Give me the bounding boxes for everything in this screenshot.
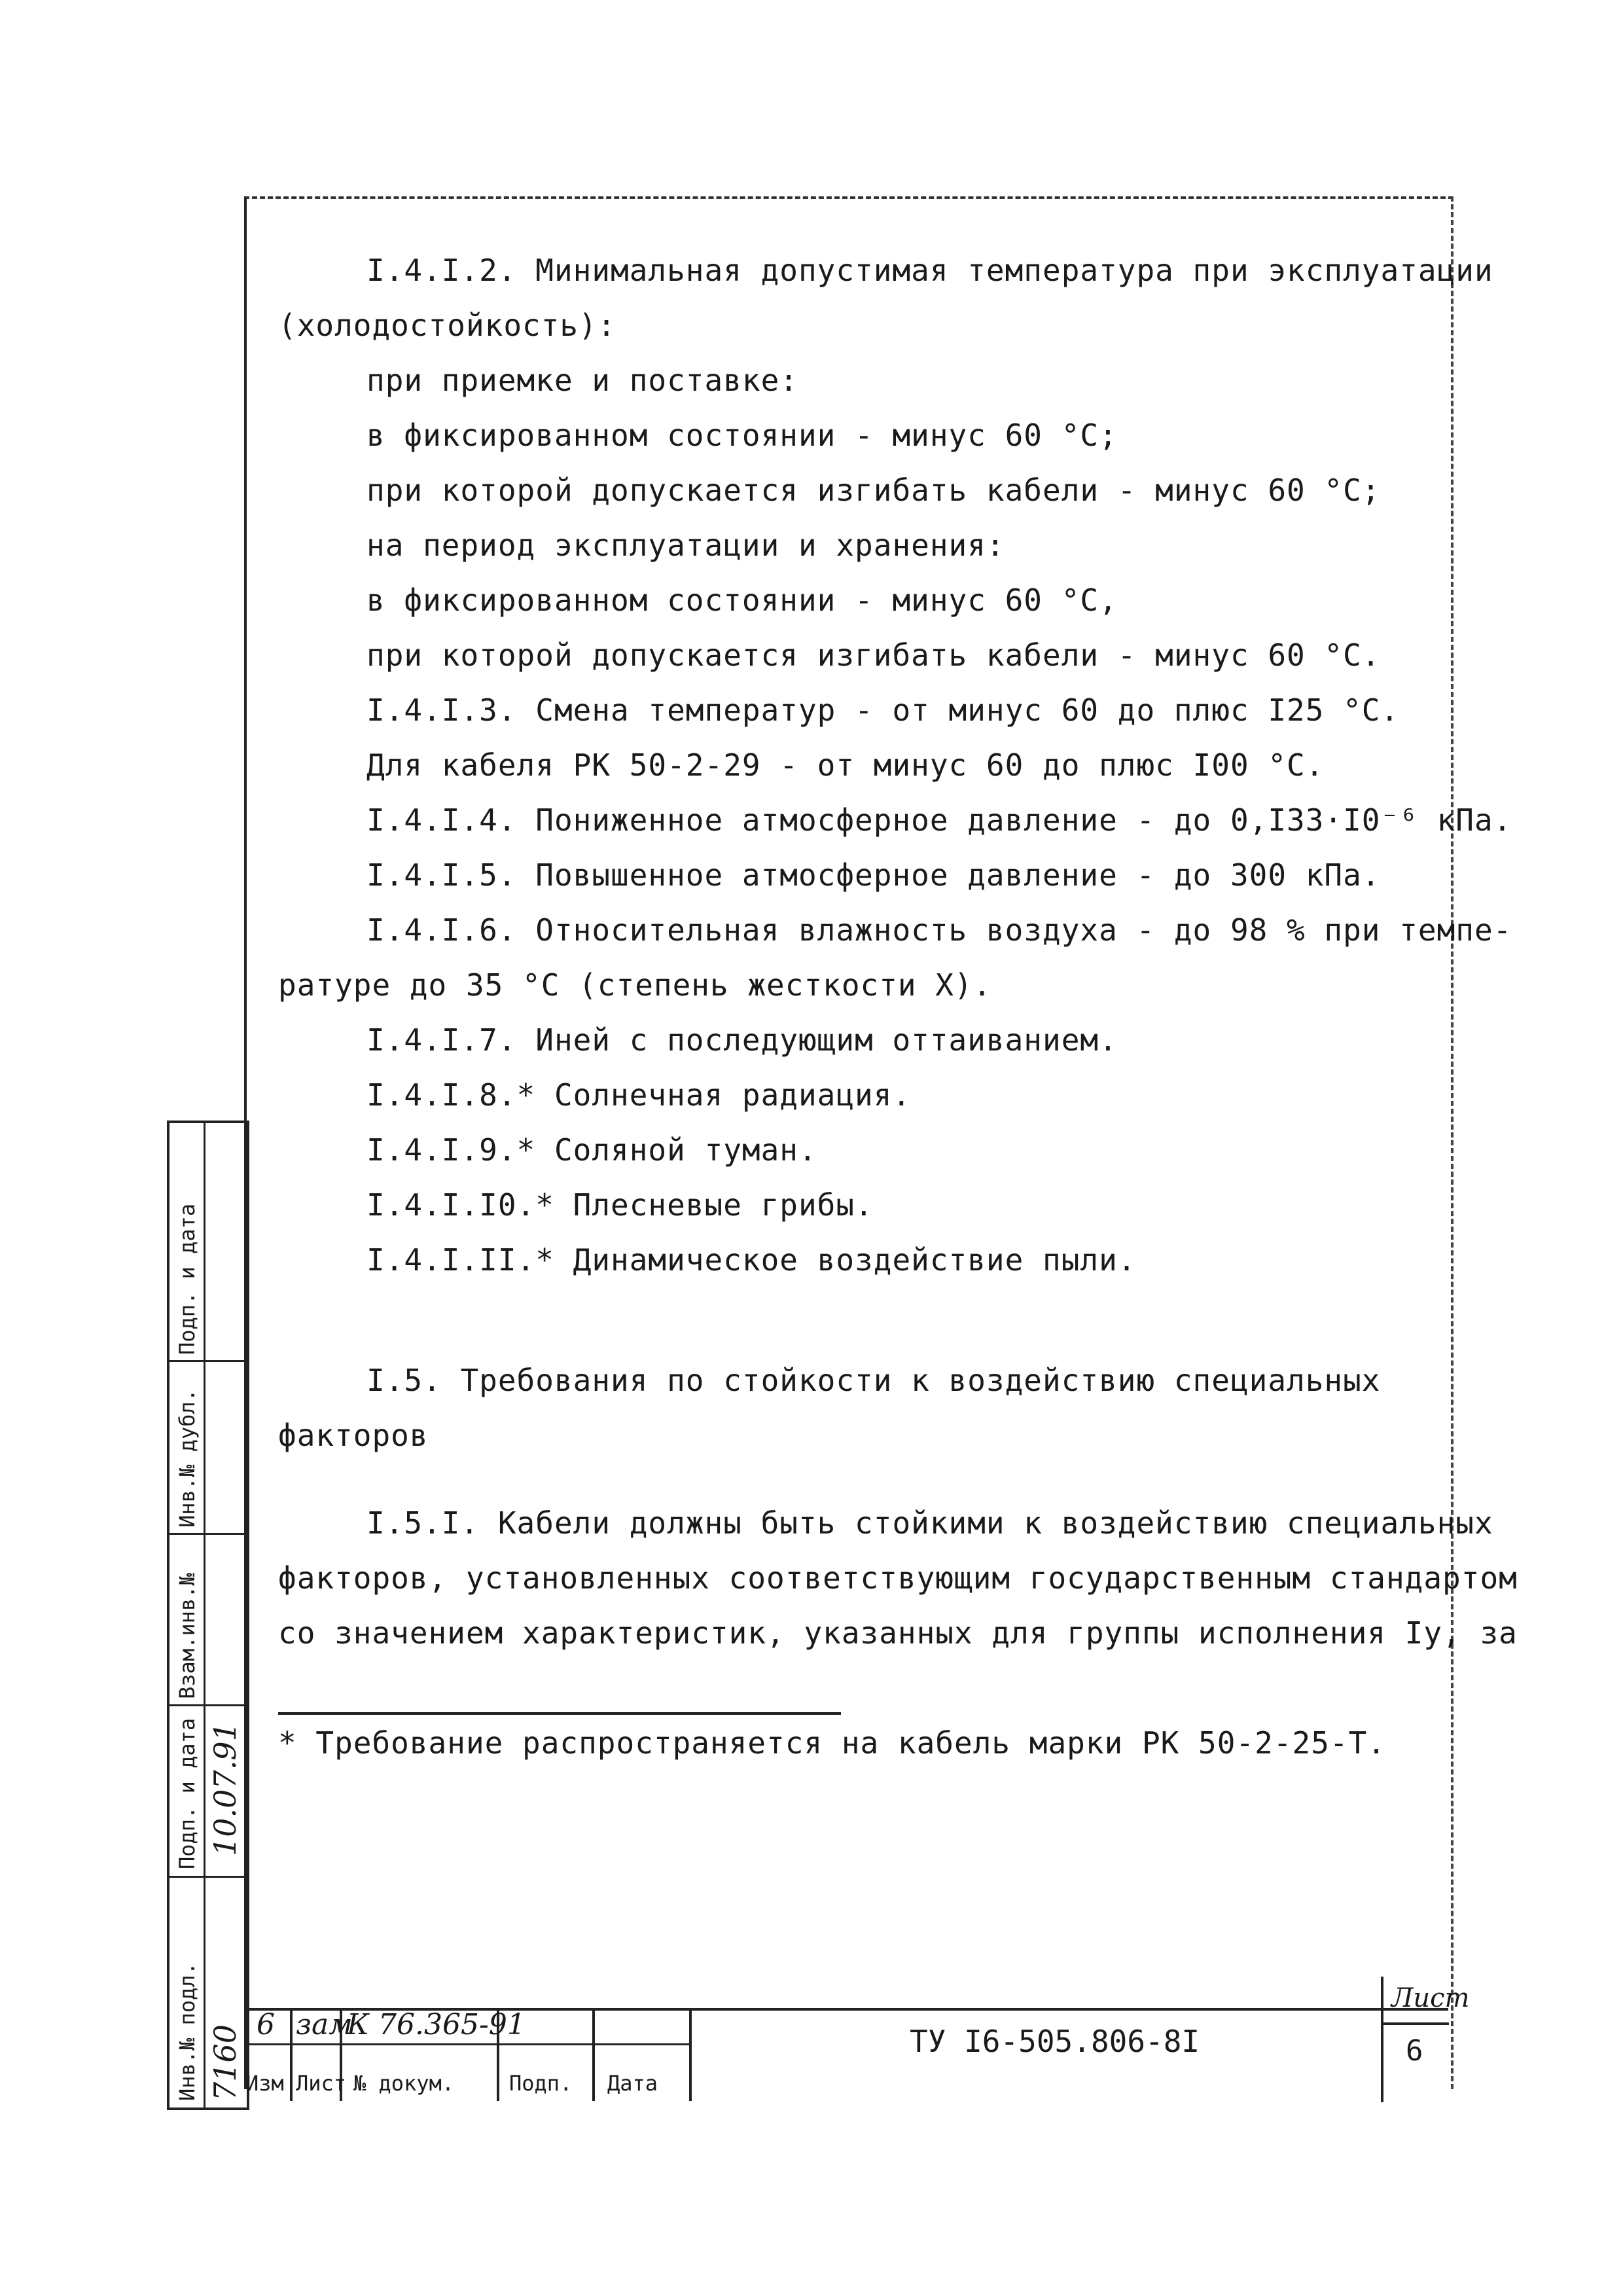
stamp-divider — [169, 1533, 247, 1535]
stamp-divider — [169, 1704, 247, 1706]
text-line: I.4.I.9.* Соляной туман. — [366, 1132, 817, 1168]
tb-label: № докум. — [353, 2071, 455, 2096]
text-line: на период эксплуатации и хранения: — [366, 528, 1005, 563]
text-line: в фиксированном состоянии - минус 60 °С, — [366, 583, 1118, 618]
sheet-number: 6 — [1406, 2034, 1423, 2068]
stamp-divider — [169, 1876, 247, 1878]
text-line: в фиксированном состоянии - минус 60 °С; — [366, 418, 1118, 453]
text-line: факторов, установленных соответствующим государственным стандартом — [278, 1560, 1518, 1596]
tb-hand-izm: 6 — [257, 2008, 275, 2041]
tb-label: Изм — [246, 2071, 284, 2096]
tb-hand-list: зам — [296, 2008, 353, 2041]
text-line: I.4.I.7. Иней с последующим оттаиванием. — [366, 1022, 1118, 1058]
text-line: ратуре до 35 °С (степень жесткости X). — [278, 967, 992, 1003]
document-number: ТУ I6-505.806-8I — [910, 2024, 1200, 2059]
stamp-label: Взам.инв.№ — [175, 1573, 200, 1699]
text-line: I.4.I.5. Повышенное атмосферное давление - до 300 кПа. — [366, 857, 1381, 893]
text-line: при приемке и поставке: — [366, 363, 798, 398]
text-line: (холодостойкость): — [278, 308, 616, 343]
tb-hand-doc: К 76.365-91 — [347, 2008, 526, 2041]
section-heading: I.5. Требования по стойкости к воздействию специальных — [366, 1363, 1381, 1398]
text-line: I.4.I.8.* Солнечная радиация. — [366, 1077, 912, 1113]
text-line: I.5.I. Кабели должны быть стойкими к воздействию специальных — [366, 1505, 1493, 1541]
text-line: со значением характеристик, указанных для группы исполнения Iу, за — [278, 1615, 1518, 1651]
stamp-label: Подп. и дата — [175, 1203, 200, 1355]
text-line: I.4.I.3. Смена температур - от минус 60 до плюс I25 °С. — [366, 692, 1400, 728]
text-line: I.4.I.II.* Динамическое воздействие пыли. — [366, 1242, 1137, 1278]
text-line: Для кабеля РК 50-2-29 - от минус 60 до плюс I00 °С. — [366, 747, 1325, 783]
sheet-label: Лист — [1391, 1983, 1470, 2013]
text-line: факторов — [278, 1418, 429, 1453]
text-line: при которой допускается изгибать кабели - минус 60 °С. — [366, 637, 1381, 673]
text-line: I.4.I.I0.* Плесневые грибы. — [366, 1187, 874, 1223]
tb-label: Подп. — [509, 2071, 573, 2096]
stamp-divider — [169, 1360, 247, 1362]
text-line: I.4.I.4. Пониженное атмосферное давление - до 0,I33·I0⁻⁶ кПа. — [366, 802, 1512, 838]
text-line: I.4.I.6. Относительная влажность воздуха - до 98 % при темпе- — [366, 912, 1512, 948]
text-line: при которой допускается изгибать кабели - минус 60 °С; — [366, 473, 1381, 508]
stamp-handwritten: 10.07.91 — [207, 1722, 243, 1856]
stamp-label: Инв.№ подл. — [175, 1962, 200, 2101]
text-line: I.4.I.2. Минимальная допустимая температура при эксплуатации — [366, 253, 1493, 288]
stamp-divider — [204, 1123, 205, 2108]
stamp-label: Инв.№ дубл. — [175, 1389, 200, 1528]
stamp-label: Подп. и дата — [175, 1717, 200, 1869]
tb-label: Лист — [296, 2071, 347, 2096]
tb-label: Дата — [607, 2071, 658, 2096]
left-stamp — [167, 1121, 249, 2110]
footnote: * Требование распространяется на кабель марки РК 50-2-25-Т. — [278, 1725, 1386, 1761]
stamp-handwritten: 7160 — [207, 2024, 243, 2101]
footnote-rule — [278, 1712, 841, 1715]
